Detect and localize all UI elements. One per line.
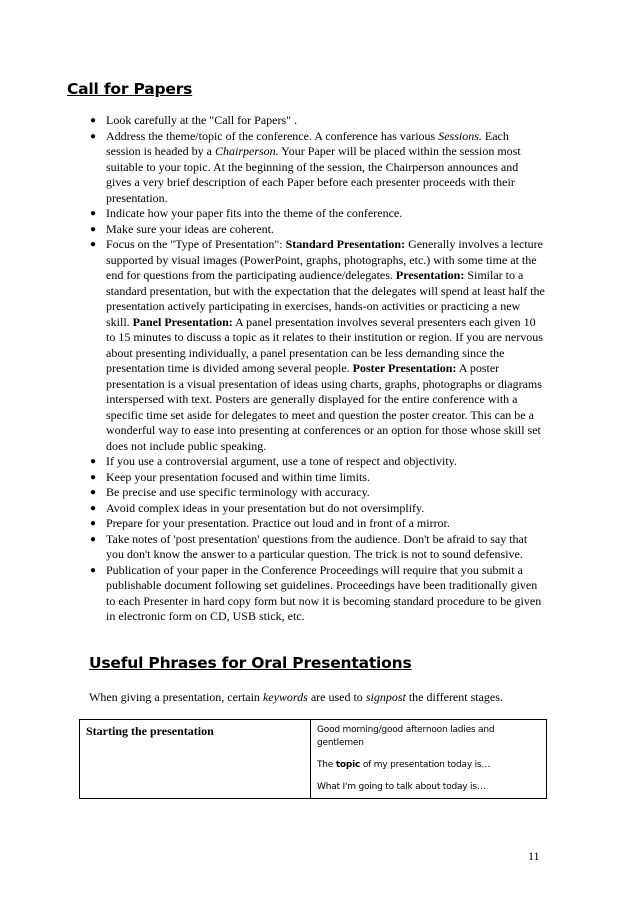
text-run: Avoid complex ideas in your presentation but do not oversimplify. <box>106 500 425 515</box>
text-run: Address the theme/topic of the conference. A conference has various <box>106 128 439 143</box>
italic-text: keywords <box>262 690 308 704</box>
phrases-cell <box>311 720 547 799</box>
list-item <box>90 206 546 222</box>
text-run: Take notes of 'post presentation' questions from the audience. Don't be afraid to say that you don't know the answer to a particular question. The trick is not to sound defensive. <box>106 531 528 561</box>
bullet-icon: ● <box>90 502 97 514</box>
text-run: What I'm going to talk about today is… <box>317 782 486 792</box>
text-run: of my presentation today is… <box>360 760 491 770</box>
bullet-icon: ● <box>90 456 97 467</box>
call-for-papers-list <box>90 113 546 625</box>
list-item <box>90 113 546 129</box>
text-run: are used to <box>307 690 366 704</box>
list-item <box>90 531 546 563</box>
bullet-icon: ● <box>90 564 97 576</box>
bold-text: Standard Presentation: <box>285 237 406 251</box>
bullet-icon: ● <box>90 208 97 219</box>
useful-phrases-heading: Useful Phrases for Oral Presentations <box>89 654 412 672</box>
list-item <box>90 562 546 625</box>
text-run: Look carefully at the "Call for Papers" . <box>106 113 298 127</box>
text-run: Your Paper will be placed within the session most suitable to your topic. At the beginning of the session, the Chairperson announces and gives a very brief description of each Paper before each presenter proceeds with their presentation. <box>106 144 521 205</box>
list-item <box>90 237 546 454</box>
text-run: Indicate how your paper fits into the theme of the conference. <box>106 206 403 220</box>
phrase-line <box>317 781 540 794</box>
bold-text: Presentation: <box>395 268 465 282</box>
bullet-icon: ● <box>90 239 97 250</box>
bold-text: Panel Presentation: <box>132 314 233 329</box>
phrases-table <box>79 719 547 799</box>
text-run: Each session is headed by a <box>106 128 509 158</box>
list-item <box>90 469 546 486</box>
list-item <box>90 454 546 470</box>
useful-phrases-intro <box>89 690 503 706</box>
text-run: Publication of your paper in the Conference Proceedings will require that you submit a publishable document following set guidelines. Proceedings have been traditionally given to each Presenter in hard copy form but now it is becoming standard procedure to be given in electronic form on CD, USB stick, etc. <box>106 562 542 623</box>
bullet-icon: ● <box>90 115 97 126</box>
text-run: A poster presentation is a visual presentation of ideas using charts, graphs, photographs or diagrams interspersed with text. Posters are generally displayed for the entire conference with a specific time set aside for delegates to meet and question the poster creator. This can be a wonderful way to ease into presenting at conferences or an option for those whose skill set does not include public speaking. <box>106 361 542 453</box>
list-item <box>90 221 546 238</box>
bullet-icon: ● <box>90 518 97 529</box>
text-run: Good morning/good afternoon ladies and gentlemen <box>317 725 495 748</box>
bullet-icon: ● <box>90 533 97 545</box>
stage-cell: Starting the presentation <box>80 720 311 799</box>
italic-text: signpost <box>365 690 406 704</box>
text-run: Make sure your ideas are coherent. <box>106 221 274 236</box>
text-run: Prepare for your presentation. Practice out loud and in front of a mirror. <box>106 516 450 530</box>
phrase-line <box>317 724 540 750</box>
text-run: Keep your presentation focused and within time limits. <box>106 469 370 484</box>
list-item <box>90 500 546 517</box>
text-run: A panel presentation involves several presenters each given 10 to 15 minutes to discuss a topic as it relates to their institution or region. If you are nervous about presenting individually, a panel presentation can be less demanding since the presentation time is divided among several people. <box>106 314 543 375</box>
bullet-icon: ● <box>90 487 97 498</box>
bullet-icon: ● <box>90 471 97 483</box>
text-run: The <box>317 760 336 770</box>
text-run: If you use a controversial argument, use a tone of respect and objectivity. <box>106 454 457 468</box>
list-item <box>90 485 546 501</box>
text-run: Focus on the "Type of Presentation": <box>106 237 286 251</box>
bullet-icon: ● <box>90 130 97 142</box>
italic-text: Chairperson. <box>214 144 279 158</box>
bullet-icon: ● <box>90 223 97 235</box>
text-run: Similar to a standard presentation, but with the expectation that the delegates will spend at least half the presentation actively participating in exercises, hands-on activities or practicing a new skill. <box>106 268 545 329</box>
page-number: 11 <box>528 849 540 863</box>
text-run: When giving a presentation, certain <box>89 690 263 704</box>
list-item <box>90 128 546 207</box>
call-for-papers-heading: Call for Papers <box>67 80 193 98</box>
bold-text: topic <box>335 760 361 770</box>
list-item <box>90 516 546 532</box>
text-run: Be precise and use specific terminology with accuracy. <box>106 485 370 499</box>
text-run: Generally involves a lecture supported by visual images (PowerPoint, graphs, photographs, etc.) with some time at the end for questions from the participating audience/delegates. <box>106 237 544 282</box>
text-run: the different stages. <box>405 690 503 704</box>
table-row <box>80 720 547 799</box>
phrase-line <box>317 759 540 772</box>
bold-text: Poster Presentation: <box>352 361 457 375</box>
italic-text: Sessions. <box>438 128 482 143</box>
